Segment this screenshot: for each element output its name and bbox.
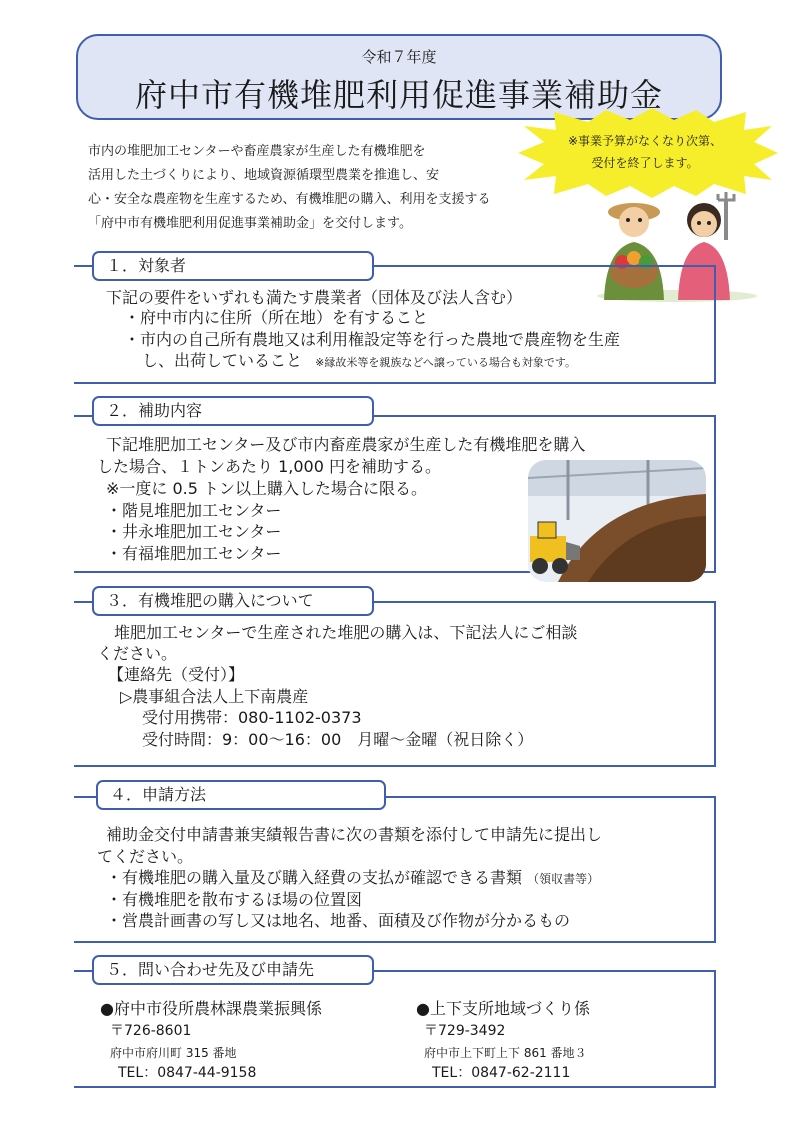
section3-line: 堆肥加工センターで生産された堆肥の購入は、下記法人にご相談 <box>114 623 578 642</box>
section4-line: 補助金交付申請書兼実績報告書に次の書類を添付して申請先に提出し <box>106 825 603 844</box>
section1-line: 下記の要件をいずれも満たす農業者（団体及び法人含む） <box>106 288 523 307</box>
intro-line: 活用した土づくりにより、地域資源循環型農業を推進し、安 <box>88 168 440 183</box>
section-label-contact: ５．問い合わせ先及び申請先 <box>92 955 374 985</box>
page-title: 府中市有機堆肥利用促進事業補助金 <box>134 76 663 114</box>
section-label-subsidy: ２．補助内容 <box>92 396 374 426</box>
intro-line: 心・安全な農産物を生産するため、有機堆肥の購入、利用を支援する <box>88 192 491 207</box>
section-label-purchase: ３．有機堆肥の購入について <box>92 586 374 616</box>
page-subtitle: 令和７年度 <box>361 48 437 66</box>
section1-line <box>142 350 576 374</box>
document-item: ・営農計画書の写し又は地名、地番、面積及び作物が分かるもの <box>106 911 571 930</box>
section3-line: ください。 <box>97 644 178 663</box>
contact-left-address: 府中市府川町 315 番地 <box>110 1046 237 1060</box>
contact-right-address: 府中市上下町上下 861 番地３ <box>424 1046 587 1060</box>
document-item <box>106 867 599 890</box>
section1-note: ※縁故米等を親族などへ譲っている場合も対象です。 <box>315 356 577 369</box>
contact-right-zip: 〒729-3492 <box>424 1023 506 1039</box>
section-label-application: ４．申請方法 <box>96 780 386 810</box>
section4-line: てください。 <box>97 847 194 866</box>
section2-line: 下記堆肥加工センター及び市内畜産農家が生産した有機堆肥を購入 <box>106 435 586 454</box>
section2-line: した場合、１トンあたり 1,000 円を補助する。 <box>97 457 441 476</box>
contact-left-name: ●府中市役所農林課農業振興係 <box>100 999 322 1018</box>
document-item-note: （領収書等） <box>527 872 600 886</box>
section1-line: ・市内の自己所有農地又は利用権設定等を行った農地で農産物を生産 <box>124 330 621 349</box>
compost-center: ・階見堆肥加工センター <box>106 501 282 520</box>
contact-phone: 受付用携帯：080-1102-0373 <box>142 708 362 727</box>
compost-center: ・有福堆肥加工センター <box>106 544 282 563</box>
document-item-text: ・有機堆肥の購入量及び購入経費の支払が確認できる書類 <box>106 868 523 887</box>
section1-line-text: し、出荷していること <box>142 351 303 370</box>
compost-facility-illustration-icon <box>528 460 706 582</box>
intro-line: 市内の堆肥加工センターや畜産農家が生産した有機堆肥を <box>88 144 426 159</box>
intro-paragraph <box>88 140 558 236</box>
notice-line: ※事業予算がなくなり次第、 <box>567 134 723 148</box>
section2-line: ※一度に 0.5 トン以上購入した場合に限る。 <box>106 479 428 498</box>
intro-line: 「府中市有機堆肥利用促進事業補助金」を交付します。 <box>88 216 412 231</box>
contact-left-tel: TEL：0847-44-9158 <box>118 1065 257 1081</box>
notice-text <box>550 130 740 174</box>
contact-right-name: ●上下支所地域づくり係 <box>416 999 590 1018</box>
document-item: ・有機堆肥を散布するほ場の位置図 <box>106 890 363 909</box>
contact-heading: 【連絡先（受付）】 <box>108 665 245 684</box>
compost-center: ・井永堆肥加工センター <box>106 522 282 541</box>
contact-left-zip: 〒726-8601 <box>110 1023 192 1039</box>
contact-hours: 受付時間：9：00～16：00 月曜～金曜（祝日除く） <box>142 730 534 749</box>
contact-right-tel: TEL：0847-62-2111 <box>432 1065 571 1081</box>
contact-org: ▷農事組合法人上下南農産 <box>120 687 309 706</box>
notice-line: 受付を終了します。 <box>591 156 699 170</box>
section1-line: ・府中市内に住所（所在地）を有すること <box>124 308 429 327</box>
section-label-target: １．対象者 <box>92 251 374 281</box>
